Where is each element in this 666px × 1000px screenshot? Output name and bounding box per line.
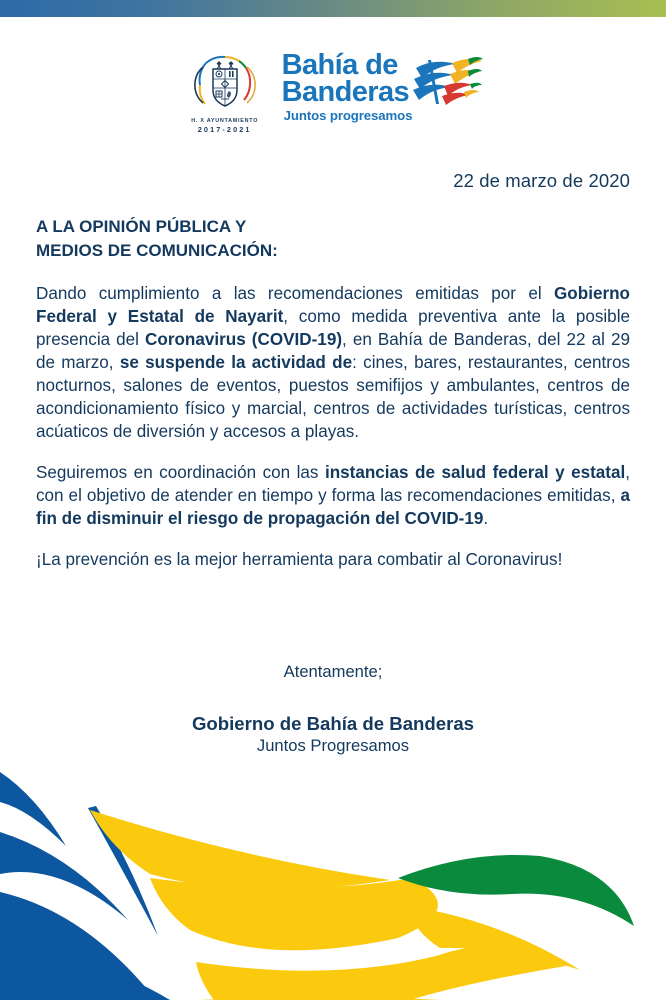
wave-yellow-1 [90, 810, 390, 890]
signoff-salutation: Atentamente; [283, 662, 383, 681]
wordmark [281, 49, 413, 124]
body-paragraph [36, 549, 630, 572]
plain-text: . [483, 508, 489, 528]
wave-yellow-2 [150, 878, 438, 950]
signoff-organization: Gobierno de Bahía de Banderas [191, 712, 475, 734]
brand-wordmark-block [281, 49, 485, 124]
wordmark-line-1: Bahía de [281, 49, 398, 81]
wordmark-tagline: Juntos progresamos [283, 108, 413, 124]
emphasis-text: instancias de salud federal y estatal [324, 462, 626, 482]
plain-text: Dando cumplimiento a las recomendaciones emitidas por el [36, 284, 555, 303]
wave-yellow-3 [196, 945, 566, 1000]
crest-years: 2017-2021 [197, 125, 252, 134]
coat-of-arms-icon [186, 54, 264, 116]
addressee-line-2: MEDIOS DE COMUNICACIÓN: [36, 241, 278, 261]
addressee-line-1: A LA OPINIÓN PÚBLICA Y [36, 217, 247, 236]
emphasis-text: Gobierno Federal y Estatal de Nayarit [36, 284, 630, 326]
crest-caption: H. X AYUNTAMIENTO [191, 118, 259, 124]
footer-wave-graphic [0, 770, 666, 1000]
signoff-block [0, 661, 666, 756]
body-text [36, 283, 630, 572]
plain-text: , en Bahía de Banderas, del 22 al 29 de marzo, [36, 329, 630, 372]
wave-blue-1 [0, 772, 66, 846]
header-logo [0, 49, 666, 134]
plain-text: : cines, bares, restaurantes, centros nocturnos, salones de eventos, puestos semifijos y ambulantes, centros de acondicionamiento físico y marcial, centros de actividades turísticas, centros acúaticos de diversión y accesos a playas. [36, 352, 630, 441]
wordmark-line-2: Banderas [281, 75, 410, 108]
body-paragraph [36, 283, 630, 444]
body-paragraph [36, 462, 630, 531]
plain-text: Seguiremos en coordinación con las [36, 462, 325, 482]
addressee-heading [36, 215, 278, 263]
plain-text: , como medida preventiva ante la posible presencia del [36, 306, 630, 349]
emphasis-text: Coronavirus (COVID-19) [145, 329, 343, 349]
municipal-crest-block [182, 52, 268, 134]
plain-text: , con el objetivo de atender en tiempo y forma las recomendaciones emitidas, [36, 462, 631, 505]
top-gradient-bar [0, 0, 666, 17]
emphasis-text: se suspende la actividad de [119, 352, 353, 372]
banner-flag-icon [412, 54, 484, 112]
document-date: 22 de marzo de 2020 [453, 170, 630, 191]
plain-text: ¡La prevención es la mejor herramienta para combatir al Coronavirus! [36, 549, 563, 569]
signoff-slogan: Juntos Progresamos [256, 735, 410, 755]
footer-waves-svg [0, 770, 666, 1000]
emphasis-text: a fin de disminuir el riesgo de propagación del COVID-19 [36, 485, 630, 528]
